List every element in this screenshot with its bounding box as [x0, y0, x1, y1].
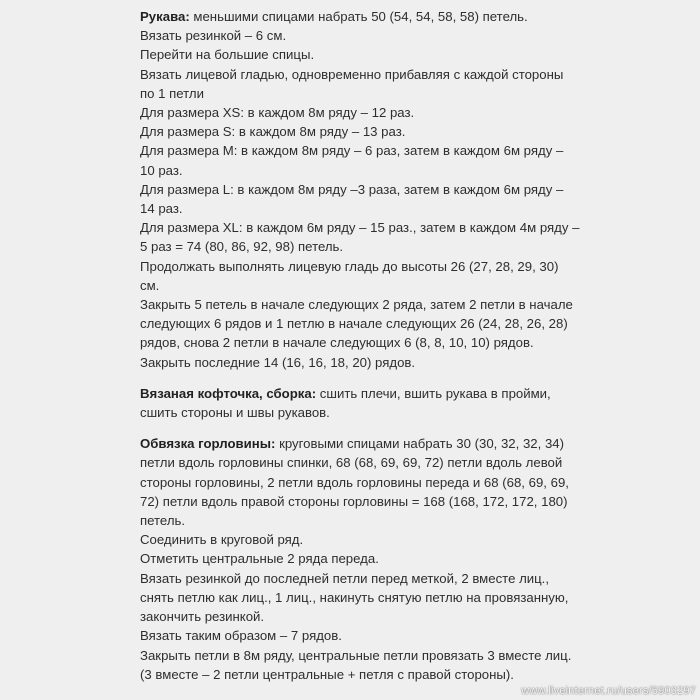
- neckband-line: Вязать резинкой до последней петли перед меткой, 2 вместе лиц., снять петлю как лиц., 1 лиц., накинуть снятую петлю на провязанную, закончить резинкой.: [140, 570, 569, 625]
- document-page: [140, 7, 580, 684]
- assembly-paragraph: [140, 384, 580, 422]
- assembly-heading: Вязаная кофточка, сборка:: [140, 385, 317, 401]
- sleeves-line: Для размера L: в каждом 8м ряду –3 раза, затем в каждом 6м ряду – 14 раз.: [140, 181, 564, 217]
- neckband-line: Соединить в круговой ряд.: [140, 532, 304, 548]
- neckband-heading: Обвязка горловины:: [140, 436, 276, 452]
- sleeves-line-0: меньшими спицами набрать 50 (54, 54, 58, 58) петель.: [193, 9, 528, 24]
- assembly-text: сшить плечи, вшить рукава в пройми, сшить стороны и швы рукавов.: [140, 385, 551, 421]
- sleeves-line: Закрыть 5 петель в начале следующих 2 ряда, затем 2 петли в начале следующих 6 рядов и 1 петлю в начале следующих 26 (24, 28, 26, 28) рядов, снова 2 петли в начале следующих 6 (8, 8, 10, 10) рядов.: [140, 297, 573, 351]
- sleeves-line: Для размера M: в каждом 8м ряду – 6 раз, затем в каждом 6м ряду – 10 раз.: [140, 143, 564, 178]
- section-neckband: [140, 434, 580, 684]
- sleeves-line: Для размера XS: в каждом 8м ряду – 12 раз.: [140, 105, 415, 121]
- sleeves-line: Закрыть последние 14 (16, 16, 18, 20) рядов.: [140, 354, 416, 370]
- neckband-first-line: круговыми спицами набрать 30 (30, 32, 32, 34) петли вдоль горловины спинки, 68 (68, 69, 69, 72) петли вдоль левой стороны горловины, 2 петли вдоль горловины переда и 68 (68, 69, 69, 72) петли вдоль правой стороны горловины = 168 (168, 172, 172, 180) петель.: [140, 436, 569, 529]
- neckband-line: Вязать таким образом – 7 рядов.: [140, 628, 342, 644]
- section-assembly: [140, 384, 580, 422]
- sleeves-line: Продолжать выполнять лицевую гладь до высоты 26 (27, 28, 29, 30) см.: [140, 258, 559, 293]
- neckband-intro: [140, 434, 580, 530]
- sleeves-line: Вязать резинкой – 6 см.: [140, 28, 287, 44]
- neckband-line: Отметить центральные 2 ряда переда.: [140, 551, 379, 567]
- sleeves-intro: [140, 7, 580, 26]
- neckband-line: Закрыть петли в 8м ряду, центральные петли провязать 3 вместе лиц. (3 вместе – 2 петли центральные + петля с правой стороны).: [140, 647, 572, 682]
- sleeves-line: Для размера XL: в каждом 6м ряду – 15 раз., затем в каждом 4м ряду – 5 раз = 74 (80, 86, 92, 98) петель.: [140, 220, 580, 255]
- sleeves-heading: Рукава:: [140, 9, 190, 24]
- sleeves-line: Вязать лицевой гладью, одновременно прибавляя с каждой стороны по 1 петли: [140, 66, 564, 101]
- section-sleeves: [140, 7, 580, 372]
- sleeves-line: Перейти на большие спицы.: [140, 47, 315, 63]
- sleeves-line: Для размера S: в каждом 8м ряду – 13 раз.: [140, 124, 406, 140]
- watermark-text: www.liveinternet.ru/users/5903297: [521, 685, 696, 697]
